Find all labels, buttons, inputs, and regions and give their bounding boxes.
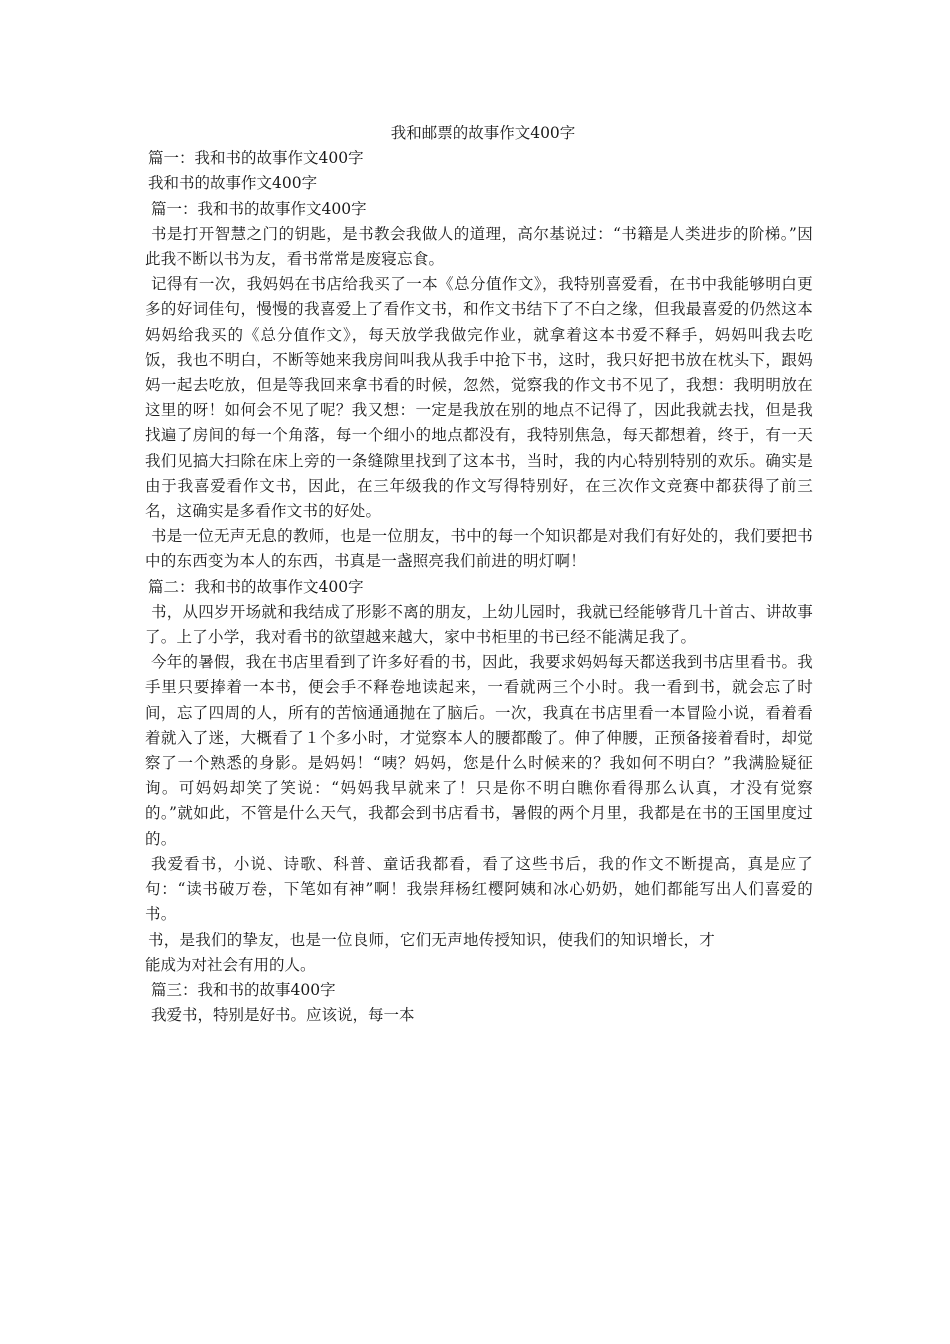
subtitle-heading: 我和书的故事作文400字 [148, 174, 318, 193]
paragraph-6: 我爱看书，小说、诗歌、科普、童话我都看，看了这些书后，我的作文不断提高，真是应了句：“读书破万卷，下笔如有神”啊！我崇拜杨红樱阿姨和冰心奶奶，她们都能写出人们喜爱的书。 [145, 854, 813, 924]
document-title: 我和邮票的故事作文400字 [390, 124, 576, 142]
paragraph-5: 今年的暑假，我在书店里看到了许多好看的书，因此，我要求妈妈每天都送我到书店里看书。我手里只要捧着一本书，便会手不释卷地读起来，一看就两三个小时。我一看到书，就会忘了时间，忘了四周的人，所有的苦恼通通抛在了脑后。一次，我真在书店里看一本冒险小说，看着看着就入了迷，大概看了１个多小时，才觉察本人的腰都酸了。伸了伸腰，正预备接着看时，却觉察了一个熟悉的身影。是妈妈！“咦？妈妈，您是什么时候来的？我如何不明白？”我满脸疑征询。可妈妈却笑了笑说：“妈妈我早就来了！只是你不明白瞧你看得那么认真，才没有觉察的。”就如此，不管是什么天气，我都会到书店看书，暑假的两个月里，我都是在书的王国里度过的。 [145, 653, 813, 848]
section-heading-2: 篇二：我和书的故事作文400字 [148, 577, 364, 596]
paragraph-2: 记得有一次，我妈妈在书店给我买了一本《总分值作文》，我特别喜爱看，在书中我能够明白更多的好词佳句，慢慢的我喜爱上了看作文书，和作文书结下了不白之缘，但我最喜爱的仍然这本妈妈给我买的《总分值作文》，每天放学我做完作业，就拿着这本书爱不释手，妈妈叫我去吃饭，我也不明白，不断等她来我房间叫我从我手中抢下书，这时，我只好把书放在枕头下，跟妈妈一起去吃放，但是等我回来拿书看的时候，忽然，觉察我的作文书不见了，我想：我明明放在这里的呀！如何会不见了呢？我又想：一定是我放在别的地点不记得了，因此我就去找，但是我找遍了房间的每一个角落，每一个细小的地点都没有，我特别焦急，每天都想着，终于，有一天我们见搞大扫除在床上旁的一条缝隙里找到了这本书，当时，我的内心特别特别的欢乐。确实是由于我喜爱看作文书，因此，在三年级我的作文写得特别好，在三次作文竞赛中都获得了前三名，这确实是多看作文书的好处。 [145, 275, 813, 521]
document-body [145, 121, 813, 1028]
paragraph-7-line-2: 能成为对社会有用的人。 [145, 955, 316, 974]
section-heading-1: 篇一：我和书的故事作文400字 [148, 149, 364, 168]
paragraph-1: 书是打开智慧之门的钥匙，是书教会我做人的道理，高尔基说过：“书籍是人类进步的阶梯。”因此我不断以书为友，看书常常是废寝忘食。 [145, 224, 813, 269]
paragraph-4: 书，从四岁开场就和我结成了形影不离的朋友，上幼儿园时，我就已经能够背几十首古、讲故事了。上了小学，我对看书的欲望越来越大，家中书柜里的书已经不能满足我了。 [145, 602, 813, 647]
section-heading-1-repeat: 篇一：我和书的故事作文400字 [151, 199, 367, 218]
section-heading-3: 篇三：我和书的故事400字 [151, 980, 336, 999]
paragraph-8: 我爱书，特别是好书。应该说，每一本 [151, 1006, 415, 1025]
paragraph-3: 书是一位无声无息的教师，也是一位朋友，书中的每一个知识都是对我们有好处的，我们要把书中的东西变为本人的东西，书真是一盏照亮我们前进的明灯啊！ [145, 527, 813, 571]
paragraph-7-line-1: 书，是我们的挚友，也是一位良师，它们无声地传授知识，使我们的知识增长，才 [148, 930, 716, 949]
